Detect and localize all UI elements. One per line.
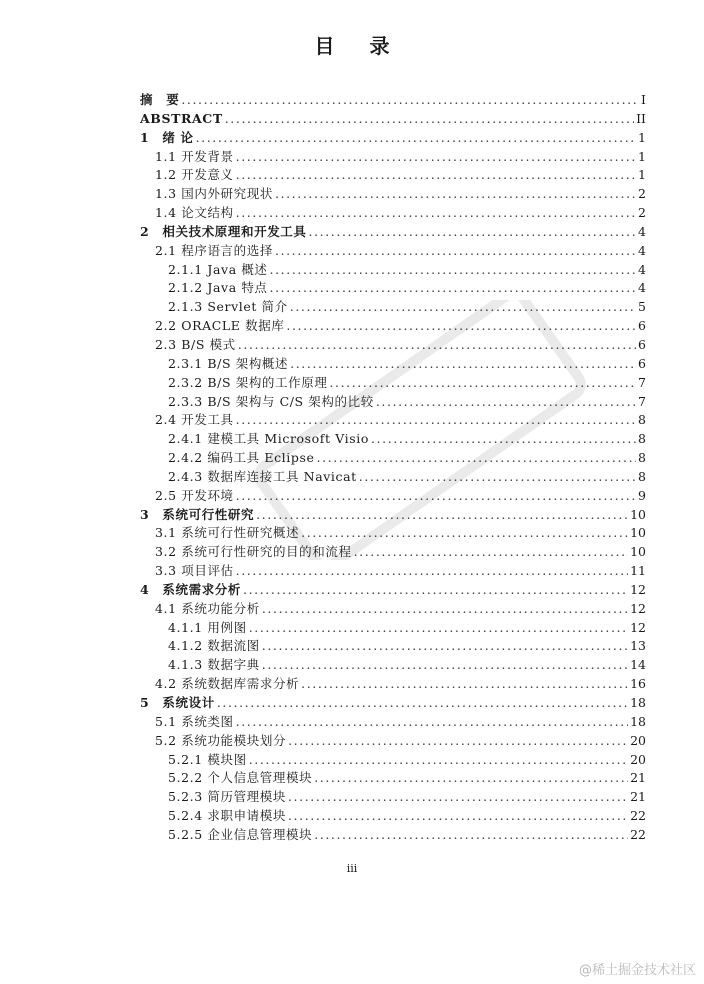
toc-dot-leader <box>314 769 628 788</box>
toc-entry[interactable] <box>140 788 646 807</box>
toc-entry-title: 1.2 开发意义 <box>155 167 234 183</box>
toc-entry[interactable] <box>140 411 646 430</box>
toc-dot-leader <box>290 298 636 317</box>
toc-dot-leader <box>236 487 636 506</box>
toc-dot-leader <box>288 732 628 751</box>
toc-entry[interactable] <box>140 619 646 638</box>
toc-entry-title: 2 相关技术原理和开发工具 <box>140 223 307 239</box>
toc-entry-title: 5.2.2 个人信息管理模块 <box>168 770 313 786</box>
toc-dot-leader <box>301 524 628 543</box>
toc-entry[interactable] <box>140 656 646 675</box>
toc-entry[interactable] <box>140 336 646 355</box>
toc-entry-title: 2.4.2 编码工具 Eclipse <box>168 450 315 466</box>
toc-page-number: 20 <box>630 751 646 767</box>
toc-page-number: 14 <box>630 657 646 673</box>
toc-entry[interactable] <box>140 204 646 223</box>
toc-dot-leader <box>354 543 629 562</box>
toc-page-number: 4 <box>638 280 646 296</box>
toc-entry[interactable] <box>140 355 646 374</box>
toc-entry[interactable] <box>140 91 646 110</box>
toc-dot-leader <box>317 449 637 468</box>
toc-entry-title: 2.3 B/S 模式 <box>155 336 236 352</box>
toc-entry[interactable] <box>140 826 646 845</box>
toc-entry[interactable] <box>140 807 646 826</box>
toc-entry[interactable] <box>140 148 646 167</box>
toc-page-number: 10 <box>630 544 646 560</box>
toc-dot-leader <box>217 694 628 713</box>
toc-page-number: 1 <box>638 148 646 164</box>
toc-entry[interactable] <box>140 279 646 298</box>
toc-entry-title: 2.5 开发环境 <box>155 487 234 503</box>
toc-entry-title: 1 绪 论 <box>140 129 194 145</box>
toc-entry-title: 4.1.1 用例图 <box>168 619 247 635</box>
toc-dot-leader <box>249 619 628 638</box>
toc-dot-leader <box>236 204 636 223</box>
toc-page-number: 12 <box>630 619 646 635</box>
toc-dot-leader <box>262 637 628 656</box>
toc-entry-title: 3.2 系统可行性研究的目的和流程 <box>155 544 352 560</box>
toc-entry[interactable] <box>140 694 646 713</box>
toc-dot-leader <box>236 166 636 185</box>
toc-page-number: 4 <box>638 242 646 258</box>
toc-page-number: 21 <box>630 789 646 805</box>
toc-entry[interactable] <box>140 675 646 694</box>
toc-page-number: 7 <box>638 374 646 390</box>
toc-dot-leader <box>270 279 636 298</box>
toc-page-number: 6 <box>638 318 646 334</box>
toc-dot-leader <box>262 600 628 619</box>
toc-dot-leader <box>225 110 634 129</box>
toc-page-number: 4 <box>638 261 646 277</box>
toc-entry-title: 5.2.3 简历管理模块 <box>168 789 286 805</box>
toc-dot-leader <box>196 129 636 148</box>
toc-entry-title: 2.3.3 B/S 架构与 C/S 架构的比较 <box>168 393 374 409</box>
toc-entry-title: 4 系统需求分析 <box>140 581 241 597</box>
toc-page-number: 1 <box>638 167 646 183</box>
toc-entry-title: 3.1 系统可行性研究概述 <box>155 525 300 541</box>
toc-entry[interactable] <box>140 242 646 261</box>
toc-dot-leader <box>275 185 636 204</box>
toc-page-number: 13 <box>630 638 646 654</box>
toc-entry[interactable] <box>140 261 646 280</box>
toc-entry[interactable] <box>140 769 646 788</box>
toc-page-number: II <box>636 110 646 126</box>
toc-entry-title: 5.2 系统功能模块划分 <box>155 732 287 748</box>
toc-page-number: 5 <box>638 299 646 315</box>
toc-entry-title: ABSTRACT <box>140 110 223 126</box>
toc-entry-title: 2.1.3 Servlet 简介 <box>168 299 288 315</box>
toc-dot-leader <box>236 562 628 581</box>
toc-dot-leader <box>236 411 636 430</box>
toc-entry[interactable] <box>140 185 646 204</box>
toc-entry-title: 1.1 开发背景 <box>155 148 234 164</box>
toc-entry-title: 2.1.1 Java 概述 <box>168 261 268 277</box>
toc-page-number: 21 <box>630 770 646 786</box>
toc-entry-title: 1.3 国内外研究现状 <box>155 186 273 202</box>
toc-entry[interactable] <box>140 468 646 487</box>
toc-dot-leader <box>243 581 628 600</box>
toc-entry[interactable] <box>140 562 646 581</box>
toc-entry-title: 4.1 系统功能分析 <box>155 600 260 616</box>
toc-page-number: 2 <box>638 186 646 202</box>
toc-entry[interactable] <box>140 732 646 751</box>
toc-dot-leader <box>376 393 636 412</box>
toc-dot-leader <box>286 317 636 336</box>
toc-page-number: 8 <box>638 450 646 466</box>
source-credit: @稀土掘金技术社区 <box>578 963 696 978</box>
toc-page-number: 20 <box>630 732 646 748</box>
toc-page-number: 12 <box>630 600 646 616</box>
toc-dot-leader <box>238 336 636 355</box>
toc-dot-leader <box>309 223 637 242</box>
toc-page-number: 6 <box>638 355 646 371</box>
toc-entry-title: 2.4 开发工具 <box>155 412 234 428</box>
toc-entry[interactable] <box>140 166 646 185</box>
toc-entry-title: 5.2.4 求职申请模块 <box>168 808 286 824</box>
toc-entry-title: 5 系统设计 <box>140 695 215 710</box>
toc-entry[interactable] <box>140 223 646 242</box>
toc-entry[interactable] <box>140 298 646 317</box>
toc-dot-leader <box>236 713 628 732</box>
toc-page-number: 11 <box>630 563 646 579</box>
toc-entry[interactable] <box>140 600 646 619</box>
toc-entry-title: 5.1 系统类图 <box>155 713 234 729</box>
toc-entry-title: 摘 要 <box>140 92 180 107</box>
toc-dot-leader <box>314 826 628 845</box>
toc-entry-title: 1.4 论文结构 <box>155 205 234 221</box>
toc-dot-leader <box>236 148 636 167</box>
toc-page-number: 8 <box>638 468 646 484</box>
page-number-footer: iii <box>346 862 358 875</box>
toc-dot-leader <box>288 788 628 807</box>
toc-page-number: 6 <box>638 336 646 352</box>
toc-page-number: 8 <box>638 431 646 447</box>
toc-entry-title: 4.1.2 数据流图 <box>168 638 260 654</box>
toc-entry-title: 2.2 ORACLE 数据库 <box>155 318 285 334</box>
toc-entry[interactable] <box>140 637 646 656</box>
toc-page-number: 7 <box>638 393 646 409</box>
toc-page-number: 18 <box>630 713 646 729</box>
toc-dot-leader <box>262 656 628 675</box>
toc-page-number: 8 <box>638 412 646 428</box>
toc-dot-leader <box>270 261 636 280</box>
toc-entry[interactable] <box>140 129 646 148</box>
page-title: 目 录 <box>314 34 404 58</box>
toc-entry-title: 2.3.1 B/S 架构概述 <box>168 355 289 371</box>
toc-entry[interactable] <box>140 543 646 562</box>
toc-page-number: 22 <box>630 808 646 824</box>
toc-entry-title: 2.3.2 B/S 架构的工作原理 <box>168 374 328 390</box>
toc-page-number: I <box>641 92 646 107</box>
toc-entry[interactable] <box>140 393 646 412</box>
toc-page-number: 18 <box>630 695 646 710</box>
toc-entry[interactable] <box>140 110 646 129</box>
toc-page-number: 12 <box>630 581 646 597</box>
toc-dot-leader <box>256 506 628 525</box>
toc-entry-title: 2.4.3 数据库连接工具 Navicat <box>168 468 357 484</box>
toc-dot-leader <box>301 675 628 694</box>
toc-dot-leader <box>181 91 636 110</box>
toc-page-number: 22 <box>630 826 646 842</box>
toc-entry[interactable] <box>140 317 646 336</box>
toc-entry-title: 2.1 程序语言的选择 <box>155 242 273 258</box>
toc-entry-title: 2.1.2 Java 特点 <box>168 280 268 296</box>
toc-dot-leader <box>288 807 628 826</box>
toc-dot-leader <box>275 242 636 261</box>
toc-dot-leader <box>371 430 636 449</box>
toc-entry-title: 3 系统可行性研究 <box>140 506 255 522</box>
toc-entry-title: 4.2 系统数据库需求分析 <box>155 676 300 692</box>
toc-entry[interactable] <box>140 430 646 449</box>
toc-entry[interactable] <box>140 713 646 732</box>
toc-entry-title: 4.1.3 数据字典 <box>168 657 260 673</box>
toc-entry[interactable] <box>140 374 646 393</box>
toc-entry-title: 2.4.1 建模工具 Microsoft Visio <box>168 431 369 447</box>
toc-entry[interactable] <box>140 524 646 543</box>
toc-dot-leader <box>249 751 628 770</box>
toc-entry-title: 5.2.5 企业信息管理模块 <box>168 826 313 842</box>
toc-dot-leader <box>359 468 636 487</box>
toc-page-number: 4 <box>638 223 646 239</box>
toc-entry[interactable] <box>140 449 646 468</box>
toc-page-number: 10 <box>630 506 646 522</box>
toc-entry[interactable] <box>140 506 646 525</box>
toc-page-number: 1 <box>638 129 646 145</box>
toc-entry[interactable] <box>140 487 646 506</box>
toc-page-number: 2 <box>638 205 646 221</box>
toc-page-number: 9 <box>638 487 646 503</box>
toc-dot-leader <box>329 374 636 393</box>
table-of-contents <box>140 91 646 845</box>
toc-dot-leader <box>290 355 636 374</box>
toc-page-number: 10 <box>630 525 646 541</box>
toc-page-number: 16 <box>630 676 646 692</box>
toc-entry-title: 5.2.1 模块图 <box>168 751 247 767</box>
toc-entry[interactable] <box>140 581 646 600</box>
toc-entry-title: 3.3 项目评估 <box>155 563 234 579</box>
toc-entry[interactable] <box>140 751 646 770</box>
